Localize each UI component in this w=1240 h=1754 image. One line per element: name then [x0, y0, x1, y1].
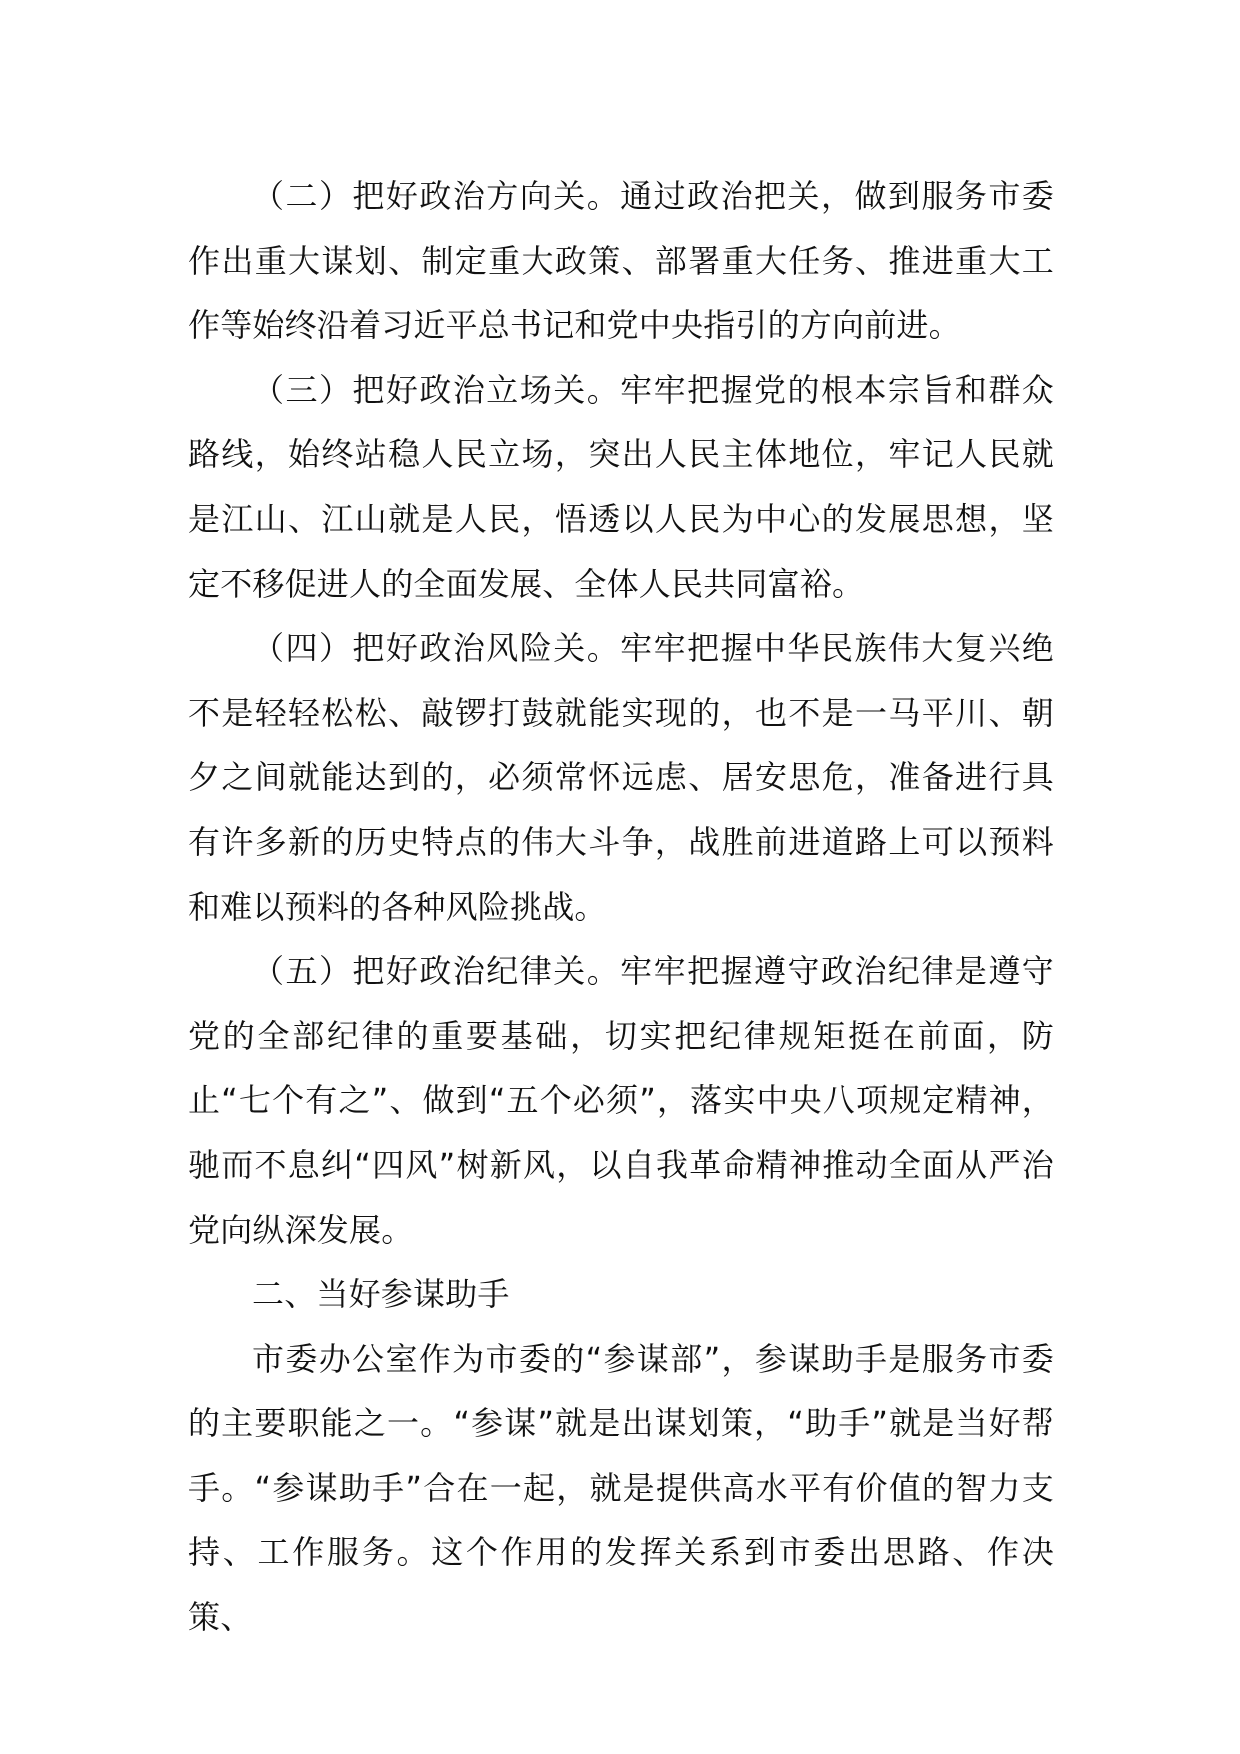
paragraph-political-risk: （四）把好政治风险关。牢牢把握中华民族伟大复兴绝不是轻轻松松、敲锣打鼓就能实现的，也不是一马平川、朝夕之间就能达到的，必须常怀远虑、居安思危，准备进行具有许多新的历史特点的伟大斗争，战胜前进道路上可以预料和难以预料的各种风险挑战。: [188, 629, 1054, 926]
paragraph-political-direction: （二）把好政治方向关。通过政治把关，做到服务市委作出重大谋划、制定重大政策、部署重大任务、推进重大工作等始终沿着习近平总书记和党中央指引的方向前进。: [188, 177, 1054, 345]
paragraph-political-stance: （三）把好政治立场关。牢牢把握党的根本宗旨和群众路线，始终站稳人民立场，突出人民主体地位，牢记人民就是江山、江山就是人民，悟透以人民为中心的发展思想，坚定不移促进人的全面发展、全体人民共同富裕。: [188, 370, 1054, 603]
paragraph-advisor-role: 市委办公室作为市委的“参谋部”，参谋助手是服务市委的主要职能之一。“参谋”就是出谋划策，“助手”就是当好帮手。“参谋助手”合在一起，就是提供高水平有价值的智力支持、工作服务。这个作用的发挥关系到市委出思路、作决策、: [188, 1339, 1054, 1637]
paragraph-political-discipline: （五）把好政治纪律关。牢牢把握遵守政治纪律是遵守党的全部纪律的重要基础，切实把纪律规矩挺在前面，防止“七个有之”、做到“五个必须”，落实中央八项规定精神，驰而不息纠“四风”树新风，以自我革命精神推动全面从严治党向纵深发展。: [188, 952, 1054, 1249]
section-heading: 二、当好参谋助手: [252, 1275, 510, 1314]
document-body: [188, 164, 1054, 1650]
